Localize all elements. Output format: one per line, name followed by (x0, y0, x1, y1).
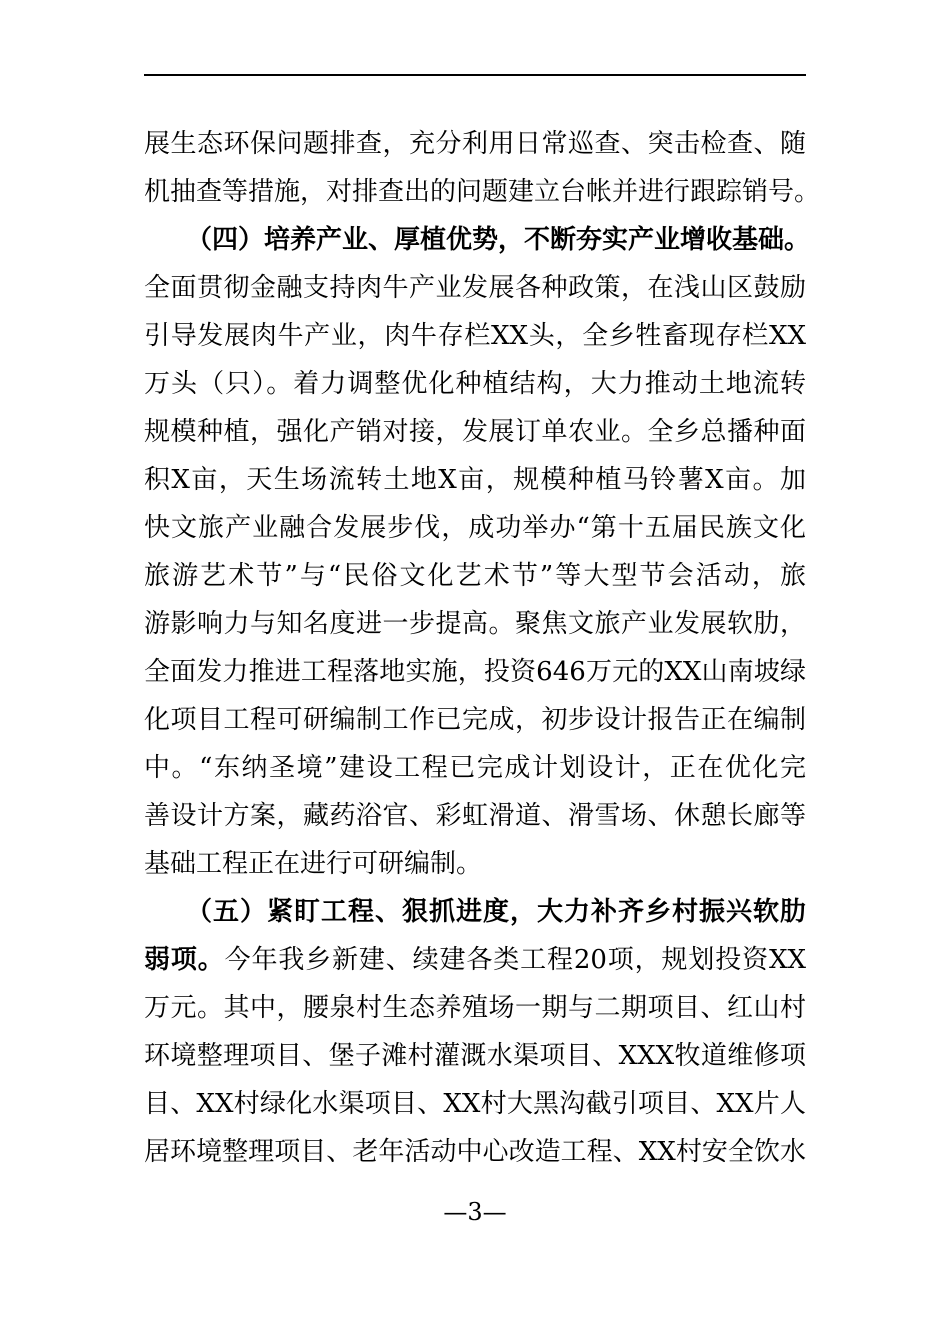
text-line: 中。“东纳圣境”建设工程已完成计划设计，正在优化完 (144, 753, 806, 783)
text-line: 全面发力推进工程落地实施，投资646万元的XX山南坡绿 (144, 657, 806, 687)
text-line: 引导发展肉牛产业，肉牛存栏XX头，全乡牲畜现存栏XX (144, 321, 806, 351)
page-number: —3— (443, 1198, 507, 1226)
text-line: 展生态环保问题排查，充分利用日常巡查、突击检查、随 (144, 129, 806, 159)
section-heading: （五）紧盯工程、狠抓进度，大力补齐乡村振兴软肋 (186, 897, 806, 927)
text-line: 快文旅产业融合发展步伐，成功举办“第十五届民族文化 (144, 513, 806, 543)
text-line: 环境整理项目、堡子滩村灌溉水渠项目、XXX牧道维修项 (144, 1041, 806, 1071)
text-line: 弱项。今年我乡新建、续建各类工程20项，规划投资XX (144, 945, 806, 975)
text-line: 目、XX村绿化水渠项目、XX村大黑沟截引项目、XX片人 (144, 1089, 806, 1119)
section-heading: （四）培养产业、厚植优势，不断夯实产业增收基础。 (186, 225, 811, 255)
text-line: 化项目工程可研编制工作已完成，初步设计报告正在编制 (144, 705, 806, 735)
text-line: 基础工程正在进行可研编制。 (144, 849, 483, 879)
text-line: 居环境整理项目、老年活动中心改造工程、XX村安全饮水 (144, 1137, 806, 1167)
text-line: 规模种植，强化产销对接，发展订单农业。全乡总播种面 (144, 417, 806, 447)
text-line: 机抽查等措施，对排查出的问题建立台帐并进行跟踪销号。 (144, 177, 821, 207)
text-line: 旅游艺术节”与“民俗文化艺术节”等大型节会活动，旅 (144, 561, 806, 591)
header-rule (144, 74, 806, 76)
text-line: 万头（只）。着力调整优化种植结构，大力推动土地流转 (144, 369, 806, 399)
text-line: 善设计方案，藏药浴官、彩虹滑道、滑雪场、休憩长廊等 (144, 801, 806, 831)
text-line: 万元。其中，腰泉村生态养殖场一期与二期项目、红山村 (144, 993, 806, 1023)
text-line: 积X亩，天生场流转土地X亩，规模种植马铃薯X亩。加 (144, 465, 806, 495)
text-line: 游影响力与知名度进一步提高。聚焦文旅产业发展软肋， (144, 609, 806, 639)
text-line: 全面贯彻金融支持肉牛产业发展各种政策，在浅山区鼓励 (144, 273, 806, 303)
